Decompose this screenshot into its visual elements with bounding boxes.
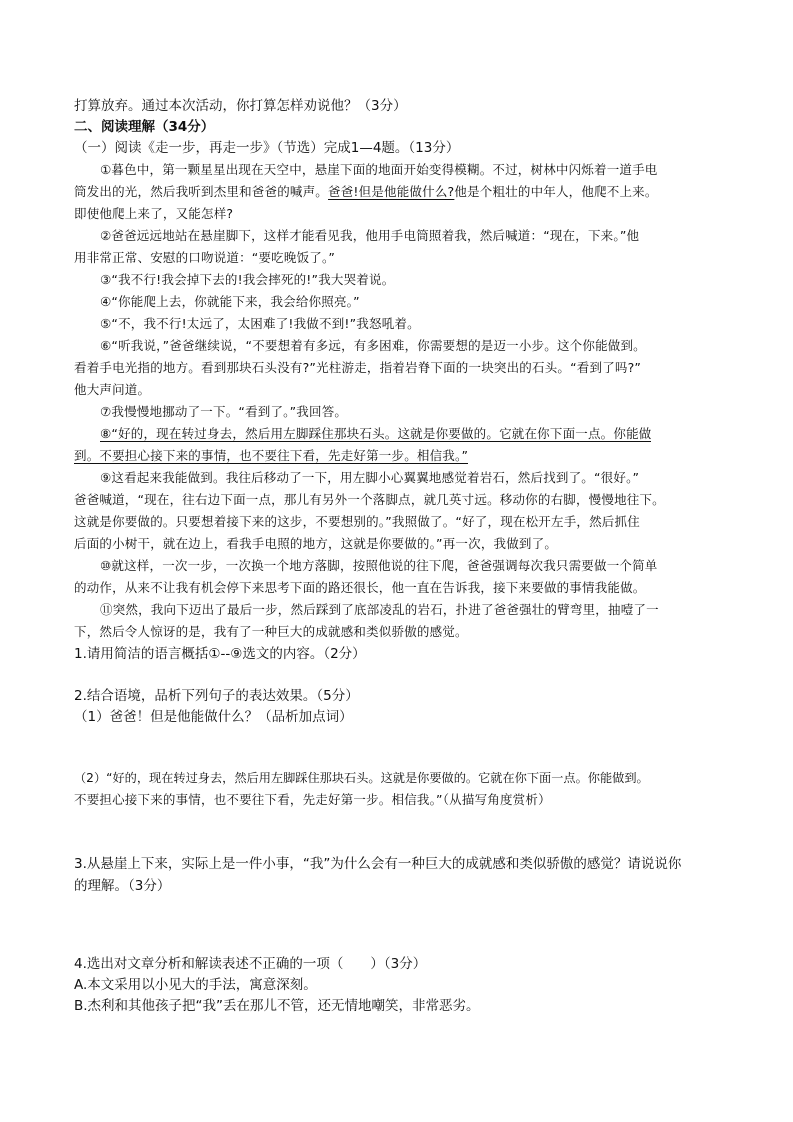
dotted-word-char: 爸 [123, 709, 137, 725]
passage-line [74, 182, 658, 202]
question-3-cont: 的理解。（3分） [74, 878, 171, 894]
passage-line: ⑩就这样，一次一步，一次换一个地方落脚，按照他说的往下爬，爸爸强调每次我只需要做一个简单 [100, 558, 658, 573]
passage-line: ②爸爸远远地站在悬崖脚下，这样才能看见我，他用手电筒照着我，然后喊道：“现在，下来。”他 [100, 228, 640, 243]
question-1: 1.请用简洁的语言概括①--⑨选文的内容。（2分） [74, 646, 366, 662]
option-b: B.杰利和其他孩子把“我”丢在那儿不管，还无情地嘲笑，非常恶劣。 [74, 998, 480, 1014]
passage-line: 后面的小树干，就在边上，看我手电照的地方，这就是你要做的。”再一次，我做到了。 [74, 536, 558, 551]
underlined-passage-line: 到。不要担心接下来的事情，也不要往下看，先走好第一步。相信我。” [74, 448, 469, 463]
passage-line: 下，然后令人惊讶的是，我有了一种巨大的成就感和类似骄傲的感觉。 [74, 624, 468, 639]
passage-text: 筒发出的光，然后我听到杰里和爸爸的喊声。 [74, 184, 329, 199]
passage-line: 爸爸喊道，“现在，往右边下面一点，那儿有另外一个落脚点，就几英寸远。移动你的右脚，慢慢地往下。 [74, 492, 665, 507]
part-number: （1） [74, 709, 110, 725]
underlined-sentence: 爸爸!但是他能做什么? [328, 184, 455, 199]
passage-line: ⑤“不，我不行!太远了，太困难了!我做不到!”我怒吼着。 [100, 316, 420, 331]
question-text: ！但是他能做什么？（品析加点词） [136, 709, 353, 725]
passage-line: 用非常正常、安慰的口吻说道：“要吃晚饭了。” [74, 250, 336, 265]
passage-line: ⑥“听我说，”爸爸继续说，“不要想着有多远，有多困难，你需要想的是迈一小步。这个你能做到。 [100, 338, 646, 353]
passage-line: 即使他爬上来了，又能怎样? [74, 206, 234, 221]
passage-line: ⑨这看起来我能做到。我往后移动了一下，用左脚小心翼翼地感觉着岩石，然后找到了。“很好。” [100, 470, 640, 485]
question-2-part-2: （2）“好的，现在转过身去，然后用左脚踩住那块石头。这就是你要做的。它就在你下面一点。你能做到。 [74, 771, 649, 785]
section-heading-reading: 二、阅读理解（34分） [74, 119, 215, 135]
passage-line: 看着手电光指的地方。看到那块石头没有?”光柱游走，指着岩脊下面的一块突出的石头。“看到了吗?” [74, 360, 642, 375]
passage-line: ①暮色中，第一颗星星出现在天空中，悬崖下面的地面开始变得模糊。不过，树林中闪烁着一道手电 [100, 162, 658, 177]
passage-line: ⑦我慢慢地挪动了一下。“看到了。”我回答。 [100, 404, 348, 419]
dotted-word-char: 爸 [109, 709, 124, 725]
passage-instruction: （一）阅读《走一步，再走一步》（节选）完成1—4题。（13分） [74, 140, 460, 156]
question-2-part-2-cont: 不要担心接下来的事情，也不要往下看，先走好第一步。相信我。”（从描写角度赏析） [74, 792, 551, 807]
passage-text: 他是个粗壮的中年人，他爬不上来。 [454, 184, 658, 199]
question-2-part-1 [74, 707, 353, 727]
passage-line: ④“你能爬上去，你就能下来，我会给你照亮。” [100, 294, 360, 309]
underlined-passage-line: ⑧“好的，现在转过身去，然后用左脚踩住那块石头。这就是你要做的。它就在你下面一点。你能做 [100, 426, 652, 441]
question-3: 3.从悬崖上下来，实际上是一件小事，“我”为什么会有一种巨大的成就感和类似骄傲的感觉？请说说你 [74, 856, 682, 872]
passage-line: 他大声问道。 [74, 382, 151, 397]
passage-line: ③“我不行!我会掉下去的!我会摔死的!”我大哭着说。 [100, 272, 395, 287]
option-a: A.本文采用以小见大的手法，寓意深刻。 [74, 977, 317, 993]
question-tail-line: 打算放弃。通过本次活动，你打算怎样劝说他？（3分） [74, 98, 407, 114]
question-2: 2.结合语境，品析下列句子的表达效果。（5分） [74, 688, 359, 704]
question-4: 4.选出对文章分析和解读表述不正确的一项（ ）（3分） [74, 956, 427, 972]
passage-line: 的动作，从来不让我有机会停下来思考下面的路还很长，他一直在告诉我，接下来要做的事情我能做。 [74, 580, 646, 595]
passage-line: 这就是你要做的。只要想着接下来的这步，不要想别的。”我照做了。“好了，现在松开左手，然后抓住 [74, 514, 640, 529]
passage-line: ⑪突然，我向下迈出了最后一步，然后踩到了底部凌乱的岩石，扑进了爸爸强壮的臂弯里，抽噎了一 [100, 602, 659, 617]
